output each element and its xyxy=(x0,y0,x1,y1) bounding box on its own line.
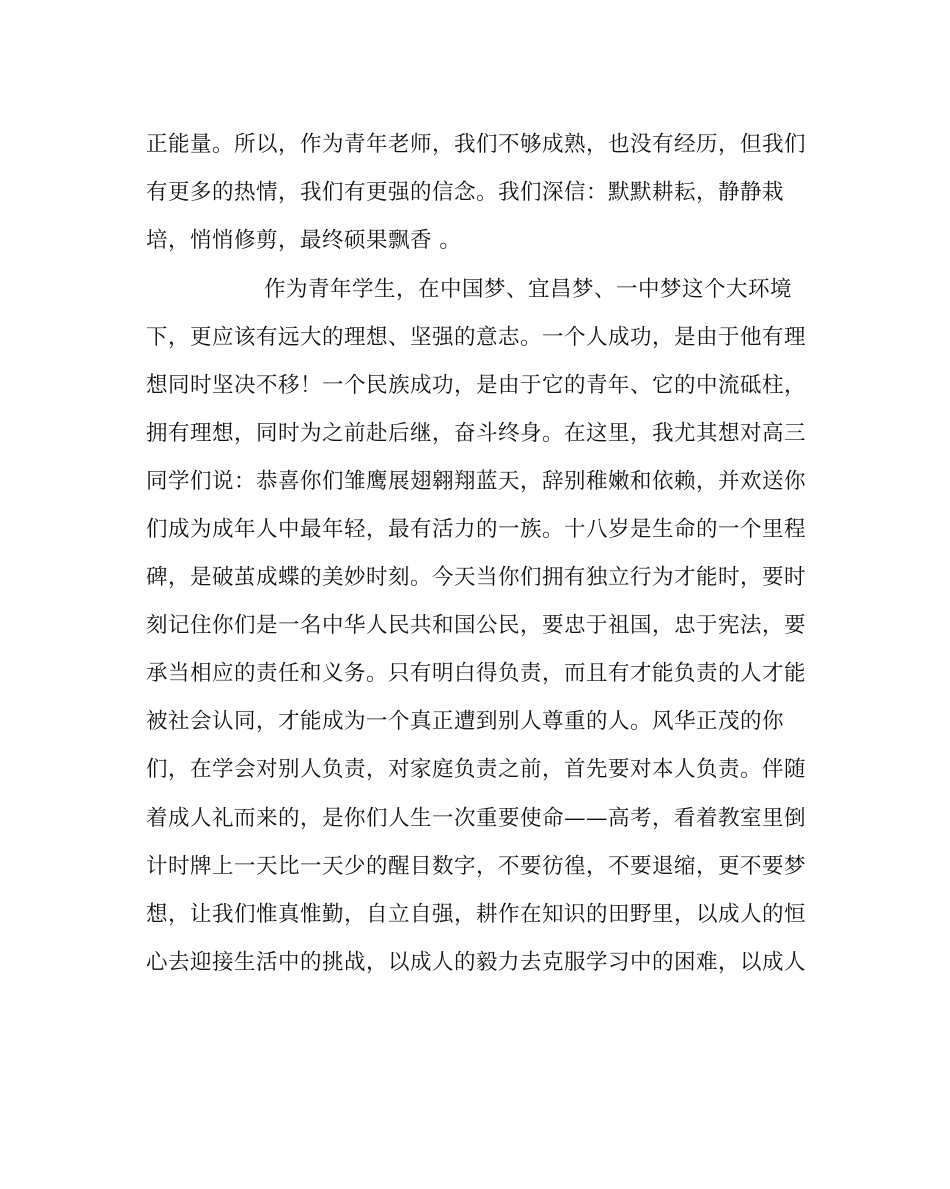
text-line: 想，让我们惟真惟勤，自立自强，耕作在知识的田野里，以成人的恒 xyxy=(146,902,807,927)
text-line: 有更多的热情，我们有更强的信念。我们深信：默默耕耘，静静栽 xyxy=(146,180,785,205)
text-line: 计时牌上一天比一天少的醒目数字，不要彷徨，不要退缩，更不要梦 xyxy=(146,854,807,879)
text-line: 刻记住你们是一名中华人民共和国公民，要忠于祖国，忠于宪法，要 xyxy=(146,613,807,638)
text-line: 承当相应的责任和义务。只有明白得负责，而且有才能负责的人才能 xyxy=(146,661,807,686)
text-line: 想同时坚决不移！一个民族成功，是由于它的青年、它的中流砥柱， xyxy=(146,373,807,398)
paragraph-first-line: 作为青年学生，在中国梦、宜昌梦、一中梦这个大环境 xyxy=(264,277,793,302)
text-line: 下，更应该有远大的理想、坚强的意志。一个人成功，是由于他有理 xyxy=(146,325,807,350)
text-line: 们成为成年人中最年轻，最有活力的一族。十八岁是生命的一个里程 xyxy=(146,517,807,542)
text-line: 培，悄悄修剪，最终硕果飘香 。 xyxy=(146,228,462,253)
text-line: 们，在学会对别人负责，对家庭负责之前，首先要对本人负责。伴随 xyxy=(146,757,807,782)
text-line: 心去迎接生活中的挑战，以成人的毅力去克服学习中的困难，以成人 xyxy=(146,950,807,975)
text-line: 同学们说：恭喜你们雏鹰展翅翱翔蓝天，辞别稚嫩和依赖，并欢送你 xyxy=(146,469,807,494)
text-line: 着成人礼而来的，是你们人生一次重要使命——高考，看着教室里倒 xyxy=(146,806,807,831)
text-line: 碑，是破茧成蝶的美妙时刻。今天当你们拥有独立行为才能时，要时 xyxy=(146,565,807,590)
text-line: 拥有理想，同时为之前赴后继，奋斗终身。在这里，我尤其想对高三 xyxy=(146,421,807,446)
text-line: 正能量。所以，作为青年老师，我们不够成熟，也没有经历，但我们 xyxy=(146,132,807,157)
text-line: 被社会认同，才能成为一个真正遭到别人尊重的人。风华正茂的你 xyxy=(146,709,785,734)
